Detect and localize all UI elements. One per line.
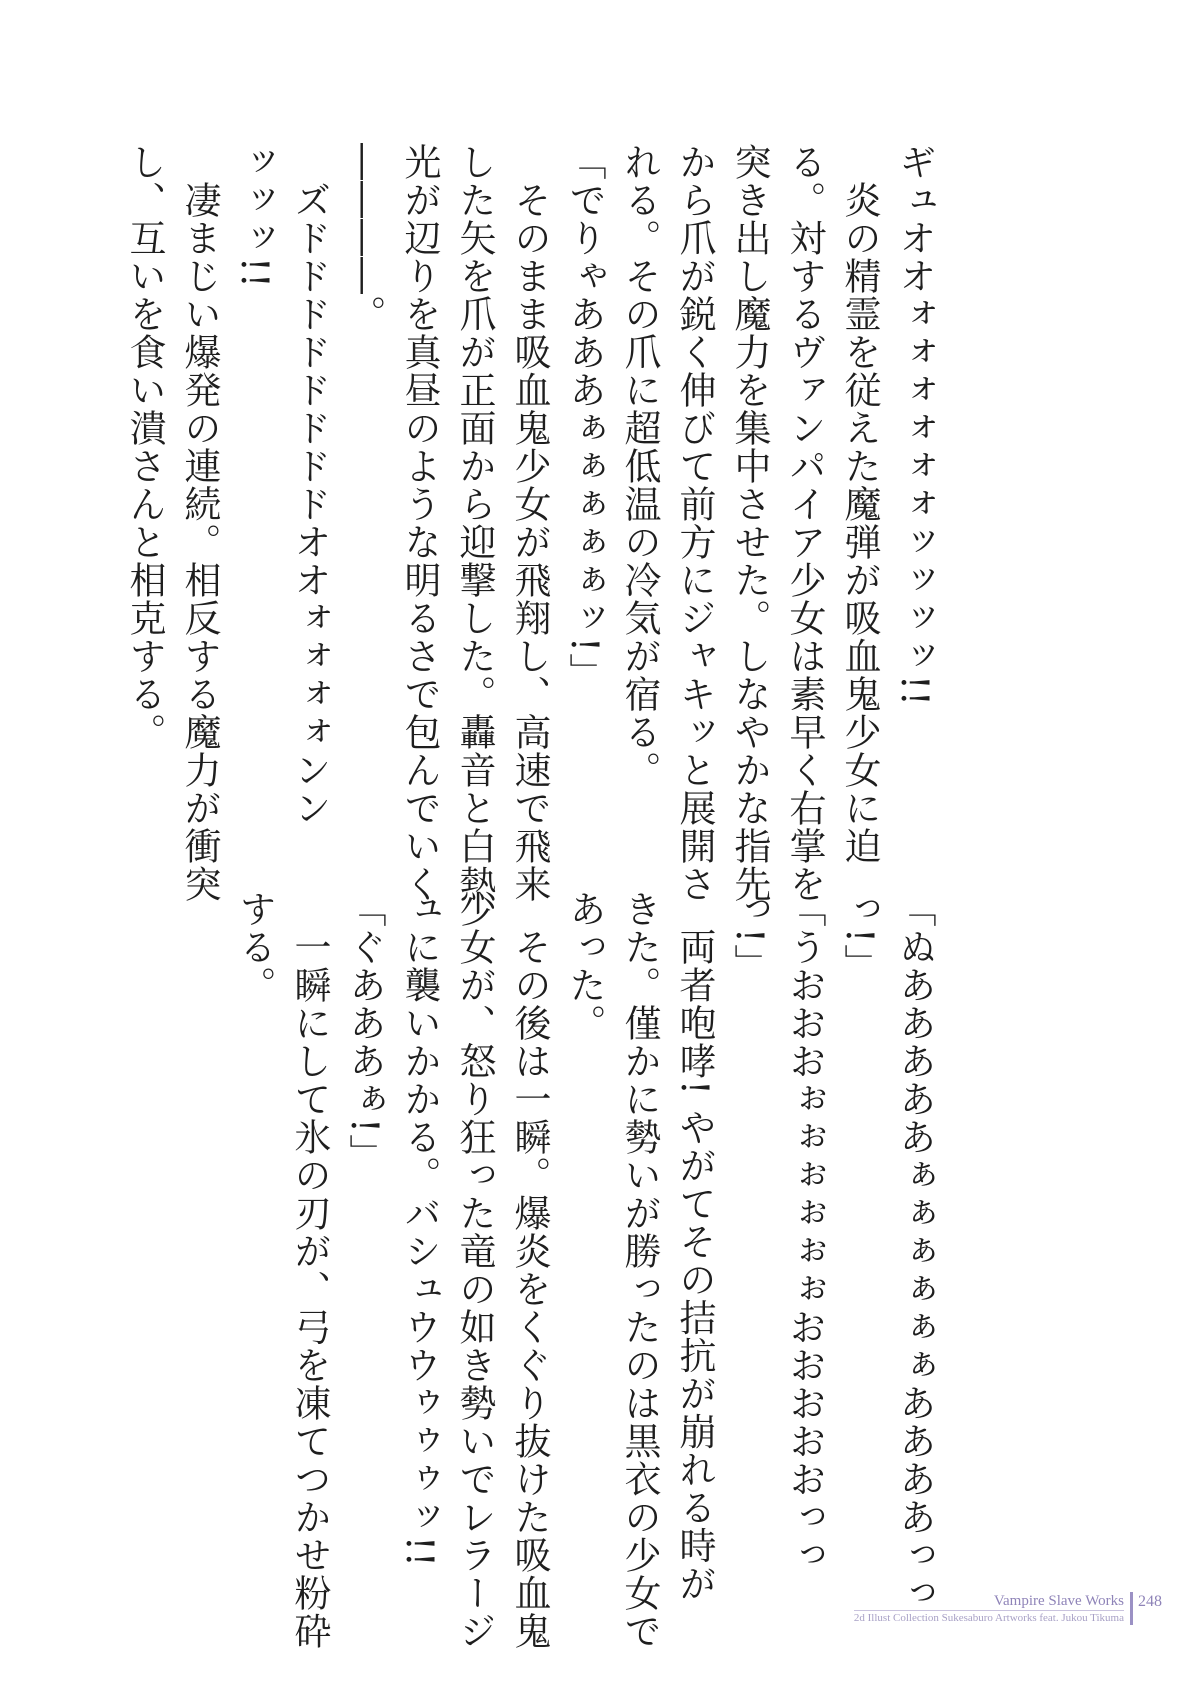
footer-subtitle: 2d Illust Collection Sukesaburo Artworks feat. Jukou Tikuma: [853, 1612, 1124, 1624]
page-footer: [854, 1592, 1162, 1625]
text-block-bottom: 「ぬあああああぁぁぁぁぁぁああああっっ っ!」 「うおおおぉぉぉぉぉぉおおおおおっっ っ!」 両者咆哮! やがてその拮抗が崩れる時が きた。僅かに勢いが勝ったのは黒衣の少女で あった。 その後は一瞬。爆炎をくぐり抜けた吸血鬼 少女が、怒り狂った竜の如き勢いでレラージ ュに襲いかかる。バシュウウゥゥゥッ!! 「ぐあああぁ!」 一瞬にして氷の刃が、弓を凍てつかせ粉砕 する。: [233, 890, 936, 1650]
text-block-top: ギュオオォォォォォォッッッッ!! 炎の精霊を従えた魔弾が吸血鬼少女に迫 る。対するヴァンパイア少女は素早く右掌を 突き出し魔力を集中させた。しなやかな指先 から爪が鋭く伸びて前方にジャキッと展開さ れる。その爪に超低温の冷気が宿る。 「でりゃあああぁぁぁぁぁッ!」 そのまま吸血鬼少女が飛翔し、高速で飛来 した矢を爪が正面から迎撃した。轟音と白熱 光が辺りを真昼のような明るさで包んでいく ――――。 ズドドドドドドドドオオォォォォンン ッッッ!! 凄まじい爆発の連続。相反する魔力が衝突 し、互いを食い潰さんと相克する。: [123, 143, 936, 903]
page-number: 248: [1138, 1593, 1162, 1610]
footer-title: Vampire Slave Works: [993, 1593, 1124, 1609]
footer-text-group: [854, 1592, 1130, 1625]
